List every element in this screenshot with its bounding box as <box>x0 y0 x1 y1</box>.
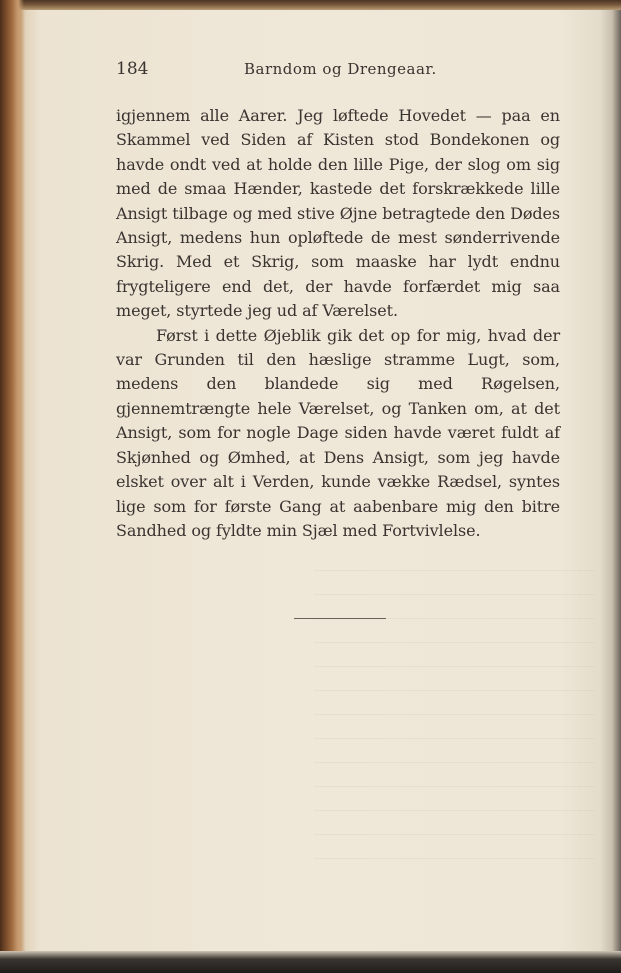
running-head <box>116 59 486 83</box>
bottom-page-edge <box>0 951 621 973</box>
printed-page <box>24 10 610 950</box>
paragraph-1: igjennem alle Aarer. Jeg løftede Hovedet — paa en Skammel ved Siden af Kisten stod Bondekonen og havde ondt ved at holde den lille Pige, der slog om sig med de smaa Hænder, kastede det forskrækkede lille Ansigt tilbage og med stive Øjne betragtede den Dødes Ansigt, medens hun opløftede de mest sønderrivende Skrig. Med et Skrig, som maaske har lydt endnu frygteligere end det, der havde forfærdet mig saa meget, styrtede jeg ud af Værelset. <box>116 106 560 321</box>
book-binding-edge <box>0 0 24 973</box>
running-title: Barndom og Drengeaar. <box>244 60 437 78</box>
top-page-edge <box>0 0 621 10</box>
page-number: 184 <box>116 59 149 79</box>
show-through-texture <box>314 570 594 870</box>
body-text <box>116 104 560 543</box>
paragraph-2: Først i dette Øjeblik gik det op for mig, hvad der var Grunden til den hæslige stramme Lugt, som, medens den blandede sig med Røgelsen, gjennemtrængte hele Værelset, og Tanken om, at det Ansigt, som for nogle Dage siden havde været fuldt af Skjønhed og Ømhed, at Dens Ansigt, som jeg havde elsket over alt i Verden, kunde vække Rædsel, syntes lige som for første Gang at aabenbare mig den bitre Sandhed og fyldte min Sjæl med Fortvivlelse. <box>116 325 560 540</box>
